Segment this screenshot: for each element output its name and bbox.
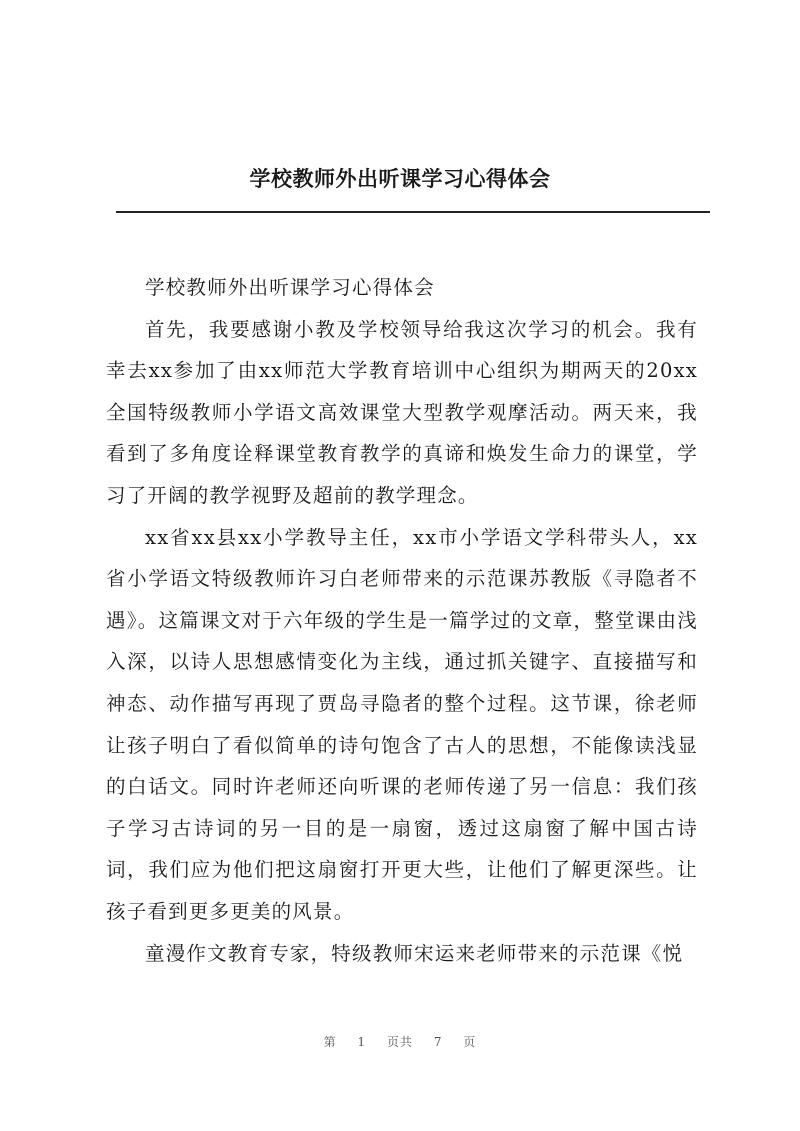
- paragraph-intro: 首先，我要感谢小教及学校领导给我这次学习的机会。我有幸去xx参加了由xx师范大学教育培训中心组织为期两天的20xx全国特级教师小学语文高效课堂大型教学观摩活动。两天来，我看到了多角度诠释课堂教育教学的真谛和焕发生命力的课堂，学习了开阔的教学视野及超前的教学理念。: [106, 317, 698, 507]
- paragraph-lesson-2: 童漫作文教育专家，特级教师宋运来老师带来的示范课《悦: [145, 941, 684, 965]
- document-body: [106, 267, 698, 974]
- document-title: 学校教师外出听课学习心得体会: [249, 166, 551, 191]
- page-footer: [0, 1033, 800, 1050]
- footer-prefix: 第: [323, 1035, 337, 1049]
- footer-middle: 页共: [386, 1035, 413, 1049]
- paragraph-lesson-1: xx省xx县xx小学教导主任，xx市小学语文学科带头人，xx省小学语文特级教师许习白老师带来的示范课苏教版《寻隐者不遇》。这篇课文对于六年级的学生是一篇学过的文章，整堂课由浅入深，以诗人思想感情变化为主线，通过抓关键字、直接描写和神态、动作描写再现了贾岛寻隐者的整个过程。这节课，徐老师让孩子明白了看似简单的诗句饱含了古人的思想，不能像读浅显的白话文。同时许老师还向听课的老师传递了另一信息：我们孩子学习古诗词的另一目的是一扇窗，透过这扇窗了解中国古诗词，我们应为他们把这扇窗打开更大些，让他们了解更深些。让孩子看到更多更美的风景。: [106, 525, 698, 923]
- footer-suffix: 页: [463, 1035, 477, 1049]
- title-divider: [116, 211, 710, 213]
- footer-total-pages: 7: [433, 1035, 443, 1049]
- footer-page-number: 1: [357, 1035, 367, 1049]
- paragraph-heading: 学校教师外出听课学习心得体会: [145, 276, 435, 299]
